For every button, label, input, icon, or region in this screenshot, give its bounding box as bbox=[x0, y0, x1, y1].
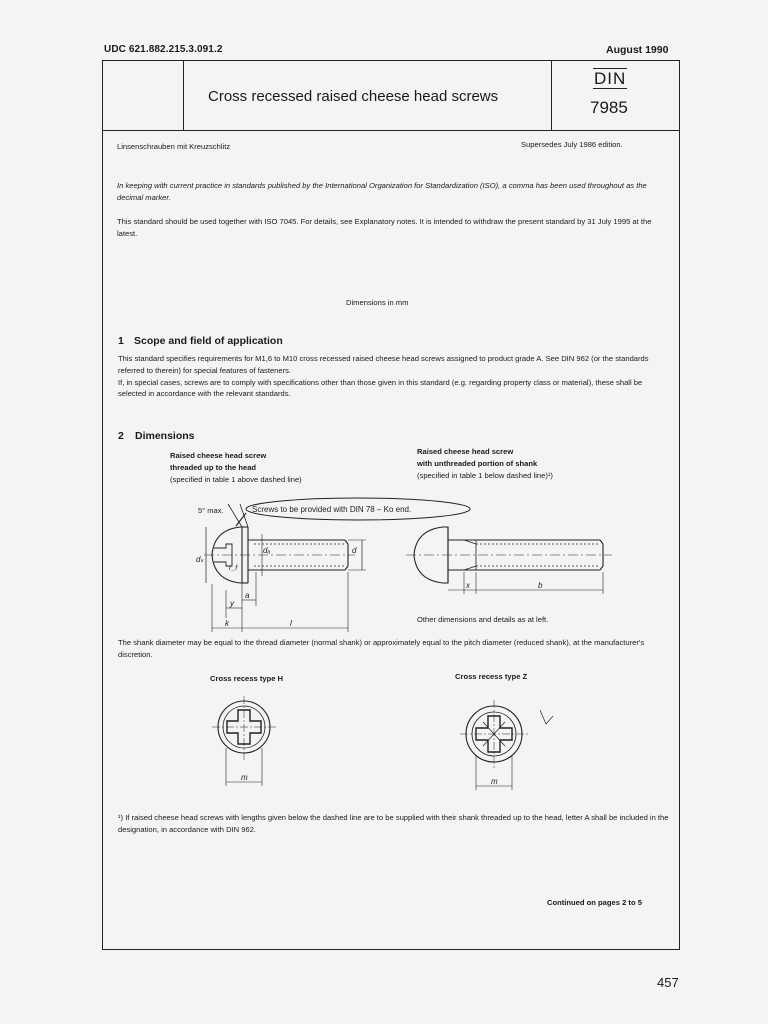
scope-paragraph-2: If, in special cases, screws are to comply with specifications other than those given in this standard (e.g. regarding property class or material), these shall be selected in accordance with the relevant standards. bbox=[118, 377, 643, 399]
right-figure-caption: Raised cheese head screw with unthreaded portion of shank (specified in table 1 below dashed line)¹) bbox=[417, 447, 553, 480]
label-rf: r_f bbox=[229, 565, 238, 572]
footnote-marker: ¹) bbox=[118, 813, 124, 822]
usage-note: This standard should be used together with ISO 7045. For details, see Explanatory notes. It is intended to withdraw the present standard by 31 July 1995 at the latest. bbox=[117, 217, 652, 238]
publication-date: August 1990 bbox=[606, 44, 669, 56]
callout-text: Screws to be provided with DIN 78 – Ko end. bbox=[252, 505, 412, 514]
label-b: b bbox=[538, 581, 543, 590]
section-2-heading: 2 Dimensions bbox=[118, 430, 195, 442]
cross-recess-h-label: Cross recess type H bbox=[210, 674, 284, 683]
label-da: dₐ bbox=[263, 546, 271, 555]
other-dimensions-note: Other dimensions and details as at left. bbox=[417, 615, 549, 624]
document-title: Cross recessed raised cheese head screws bbox=[208, 88, 499, 105]
footnote bbox=[118, 812, 670, 836]
shank-note: The shank diameter may be equal to the thread diameter (normal shank) or approximately equal to the pitch diameter (reduced shank), at the manufacturer's discretion. bbox=[118, 638, 645, 659]
label-m-z: m bbox=[491, 777, 498, 786]
dimensions-unit: Dimensions in mm bbox=[346, 298, 409, 307]
section-1-heading: 1 Scope and field of application bbox=[118, 335, 283, 347]
iso-note: In keeping with current practice in standards published by the International Organization for Standardization (ISO), a comma has been used throughout as the decimal marker. bbox=[117, 181, 647, 202]
label-d: d bbox=[352, 546, 357, 555]
label-a: a bbox=[245, 591, 250, 600]
angle-label: 5° max. bbox=[198, 506, 224, 515]
label-k: k bbox=[225, 619, 229, 628]
scope-paragraph-1: This standard specifies requirements for M1,6 to M10 cross recessed raised cheese head screws assigned to product grade A. See DIN 962 (or the standards referred to therein) for special features of fasteners. bbox=[118, 354, 649, 375]
page-number: 457 bbox=[657, 975, 679, 990]
din-logo: DIN bbox=[594, 69, 627, 88]
label-x: x bbox=[466, 581, 470, 590]
cross-recess-z-drawing bbox=[460, 700, 553, 790]
right-screw-drawing bbox=[406, 527, 612, 594]
footnote-text: If raised cheese head screws with lengths given below the dashed line are to be supplied with their shank threaded up to the head, letter A shall be included in the designation, in accordance with DIN 962. bbox=[118, 813, 669, 834]
udc-code: UDC 621.882.215.3.091.2 bbox=[104, 44, 223, 55]
supersedes-note: Supersedes July 1986 edition. bbox=[521, 140, 623, 149]
label-y: y bbox=[230, 599, 234, 608]
din-number: 7985 bbox=[590, 98, 628, 117]
left-figure-caption: Raised cheese head screw threaded up to the head (specified in table 1 above dashed line) bbox=[170, 451, 302, 484]
german-title: Linsenschrauben mit Kreuzschlitz bbox=[117, 142, 231, 151]
label-m-h: m bbox=[241, 773, 248, 782]
label-dk: dₖ bbox=[196, 555, 204, 564]
continued-note: Continued on pages 2 to 5 bbox=[547, 898, 642, 907]
label-l: l bbox=[290, 619, 292, 628]
cross-recess-z-label: Cross recess type Z bbox=[455, 672, 528, 681]
